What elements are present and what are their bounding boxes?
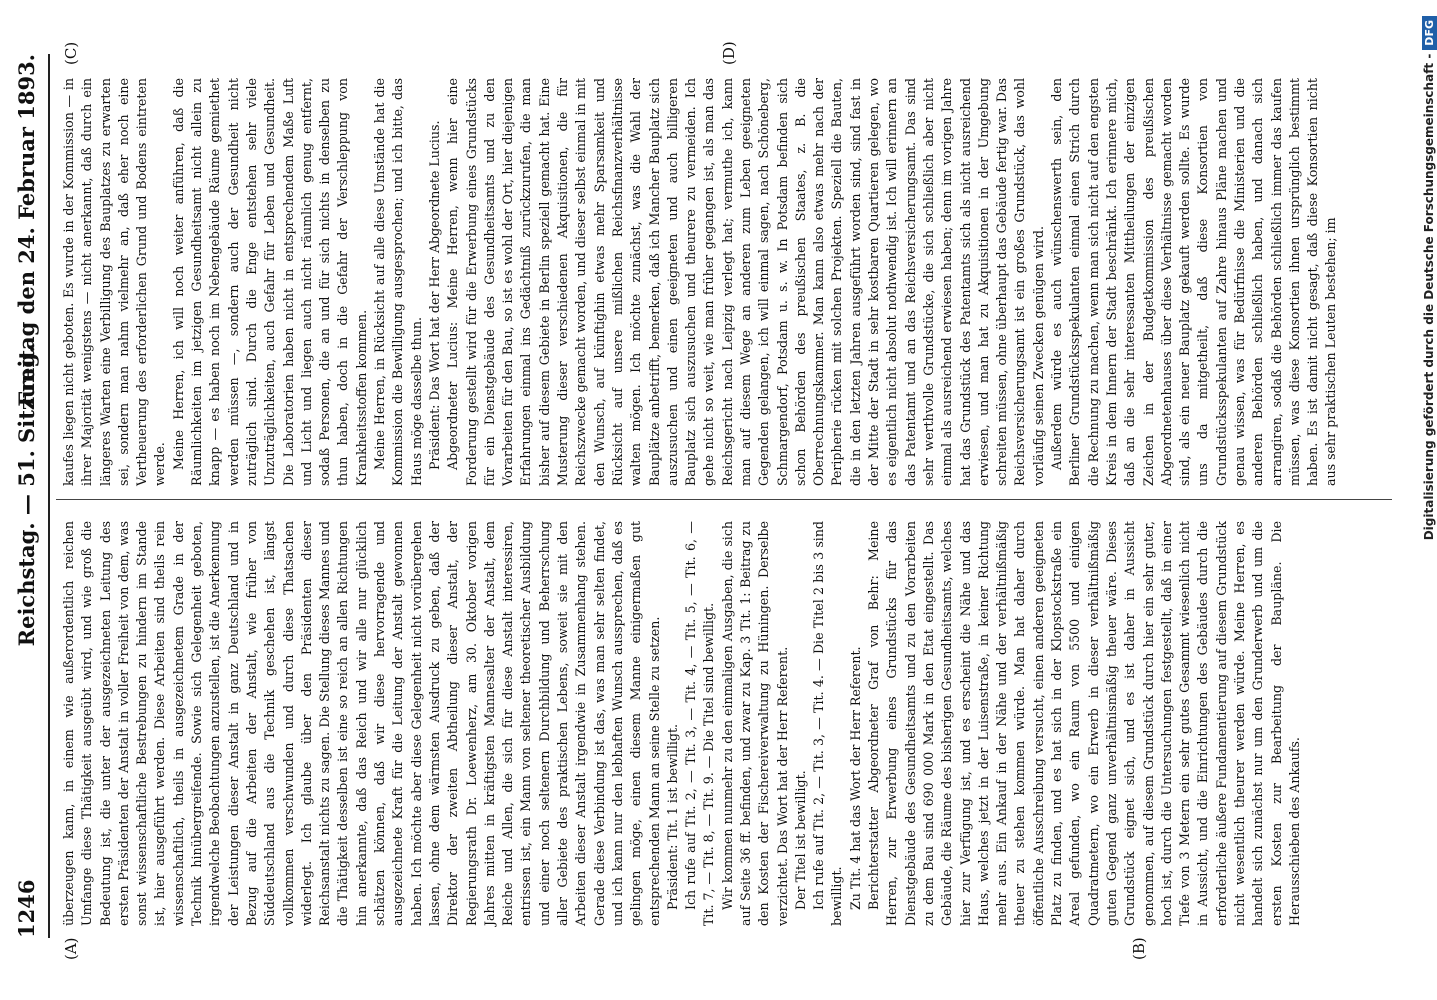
- right-column: [60, 78, 1392, 486]
- left-paragraph-1: überzeugen kann, in einem wie außerordentlich reichen Umfange diese Thätigkeit ausgeübt wird, und wie groß die Bedeutung ist, die unter der ausgezeichneten Leitung des ersten Präsidenten der Anstalt in voller Freiheit von dem, was sonst wissenschaftliche Bestrebungen zu hindern im Stande ist, hier ausgeführt werden. Diese Arbeiten sind theils rein wissenschaftlich, theils in ausgezeichnetem Grade in der Technik hinübergreifende. Sowie sich Gelegenheit geboten, irgendwelche Beobachtungen anzustellen, ist die Anerkennung der Leistungen dieser Anstalt in ganz Deutschland und in Bezug auf die Arbeiten der Anstalt, wie früher von Süddeutschland aus die Technik geschehen ist, längst vollkommen verschwunden und durch diese Thatsachen widerlegt. Ich glaube über den Präsidenten dieser Reichsanstalt nichts zu sagen. Die Stellung dieses Mannes und die Thätigkeit desselben ist eine so reich an allen Richtungen hin anerkannte, daß das Reich und wir alle nur glücklich schätzen können, daß wir diese hervorragende und ausgezeichnete Kraft für die Leitung der Anstalt gewonnen haben. Ich möchte aber diese Gelegenheit nicht vorübergehen lassen, ohne dem wärmsten Ausdruck zu geben, daß der Direktor der zweiten Abtheilung dieser Anstalt, der Regierungsrath Dr. Loewenherz, am 30. Oktober vorigen Jahres mitten in kräftigsten Mannesalter der Anstalt, dem Reiche und Allen, die sich für diese Anstalt interessiren, entrissen ist, ein Mann von seltener theoretischer Ausbildung und einer noch seltenern Durchbildung und Beherrschung aller Gebiete des praktischen Lebens, soweit sie mit den Arbeiten dieser Anstalt irgendwie in Zusammenhang stehen. Gerade diese Verbindung ist das, was man sehr selten findet, und ich kann nur den lebhaften Wunsch aussprechen, daß es gelingen möge, einen diesem Manne einigermaßen gut entsprechenden Mann an seine Stelle zu setzen.: [61, 521, 662, 926]
- margin-label-c: (C): [62, 41, 80, 65]
- left-column: [60, 521, 1392, 926]
- right-paragraph-4: Präsident: Das Wort hat der Herr Abgeordnete Lucius.: [426, 120, 442, 470]
- page-header: [14, 54, 46, 938]
- page-number: 1246: [14, 879, 39, 938]
- left-paragraph-4: Wir kommen nunmehr zu den einmaligen Ausgaben, die sich auf Seite 36 ff. befinden, und zwar zu Kap. 3 Tit. 1: Beitrag zu den Kosten der Fischereiverwaltung zu Hüningen. Derselbe verzichtet. Das Wort hat der Herr Referent.: [719, 521, 790, 926]
- dfg-logo: DFG: [1422, 16, 1437, 50]
- left-paragraph-7: Zu Tit. 4 hat das Wort der Herr Referent.: [847, 646, 863, 910]
- margin-label-d: (D): [720, 41, 738, 65]
- digitization-credit-text: Digitalisierung gefördert durch die Deutsche Forschungsgemeinschaft -: [1422, 53, 1436, 541]
- right-paragraph-5: Abgeordneter Lucius: Meine Herren, wenn hier eine Forderung gestellt wird für die Erwerbung eines Grundstücks für ein Dienstgebäude des Gesundheitsamts und zu den Vorarbeiten für den Bau, so ist es wohl der Ort, hier diejenigen Erfahrungen einmal ins Gedächtniß zurückzurufen, die man bisher auf diesem Gebiete in Berlin speziell gemacht hat. Eine Musterung dieser verschiedenen Akquisitionen, die für Reichszwecke gemacht worden, und dieser selbst einmal in mit den Wunsch, auf künftighin etwas mehr Sparsamkeit und Rücksicht auf unsere mißlichen Reichsfinanzverhältnisse walten mögen. Ich möchte zunächst, was die Wahl der Bauplätze anbetrifft, bemerken, daß ich Mancher Bauplatz sich auszusuchen und einen geeigneten und auch billigeren Bauplatz sich auszusuchen und theurere zu vermeiden. Ich gehe nicht so weit, wie man früher gegangen ist, als man das Reichsgericht nach Leipzig verlegt hat; vermuthe ich, kann man auf diesem Wege an anderen zum Leben geeigneten Gegenden gelangen, ich will einmal sagen, nach Schöneberg, Schmargendorf, Potsdam u. s. w. In Potsdam befinden sich schon Behörden des preußischen Staates, z. B. die Oberrechnungskammer. Man kann also etwas mehr nach der Peripherie rücken mit solchen Projekten. Speziell die Bauten, die in den letzten Jahren ausgeführt worden sind, sind fast in der Mitte der Stadt in sehr kostbaren Quartieren gelegen, wo es eigentlich nicht absolut nothwendig ist. Ich will erinnern an das Patentamt und an das Reichsversicherungsamt. Das sind sehr werthvolle Grundstücke, die sich schließlich aber nicht einmal als ausreichend erwiesen haben; denn im vorigen Jahre hat das Grundstück des Patentamts sich als nicht ausreichend erwiesen, und man hat zu Akquisitionen in der Umgebung schreiten müssen, ohne überhaupt das Gebäude fertig war. Das Reichsversicherungsamt ist ein großes Grundstück, das wohl vorläufig seinen Zwecken genügen wird.: [445, 78, 1046, 486]
- header-rule: [48, 54, 50, 938]
- left-paragraph-5: Der Titel ist bewilligt.: [792, 770, 808, 910]
- left-paragraph-8: Berichterstatter Abgeordneter Graf von Behr: Meine Herren, zur Erwerbung eines Grundstücks für das Dienstgebäude des Gesundheitsamts und zu den Vorarbeiten zu dem Bau sind 690 000 Mark in den Etat eingestellt. Das Gebäude, die Räume des bisherigen Gesundheitsamts, welches hier zur Verfügung ist, und es erscheint die Nähe und das Haus, welches jetzt in der Luisenstraße, in keiner Richtung mehr aus. Ein Ankauf in der Nähe und der verhältnißmäßig theuer zu stehen kommen würde. Man hat daher durch öffentliche Ausschreibung versucht, einen anderen geeigneten Platz zu finden, und es hat sich in der Klopstockstraße ein Areal gefunden, wo ein Raum von 5500 und einigen Quadratmetern, wo ein Erwerb in dieser verhältnißmäßig guten Gegend ganz unverhältnismäßig theuer wäre. Dieses Grundstück eignet sich, und es ist daher in Aussicht genommen, auf diesem Grundstück durch hier ein sehr guter, hoch ist, durch die Untersuchungen festgestellt, daß in einer Tiefe von 3 Metern ein sehr gutes Gesammt wiesenlich nicht in Aussicht, und die Einrichtungen des Gebäudes durch die erforderliche äußere Fundamentierung auf diesem Grundstück nicht wesentlich theurer werden würde. Meine Herren, es handelt sich zunächst nur um den Grunderwerb und um die ersten Kosten zur Bearbeitung der Baupläne. Die Herausschieben des Ankaufs.: [866, 521, 1302, 926]
- column-divider: [56, 499, 1392, 500]
- header-date: Freitag den 24. Februar 1893.: [14, 54, 39, 407]
- right-paragraph-6: Außerdem würde es auch wünschenswerth sein, den Berliner Grundstücksspekulanten einmal einen Strich durch die Rechnung zu machen, wenn man sich nicht auf den engsten Kreis in dem Innern der Stadt beschränkt. Ich erinnere mich, daß an die sehr interessanten Mittheilungen der einzigen Zeichen in der Budgetkommission des preußischen Abgeordnetenhauses über diese Verhältnisse gemacht worden sind, als ein neuer Bauplatz gekauft werden sollte. Es wurde uns da mitgetheilt, daß diese Konsortien von Grundstücksspekulanten auf Zahre hinaus Pläne machen und genau wissen, was für Bedürfnisse die Ministerien und die anderen Behörden schließlich haben, und danach sich arrangiren, sodaß die Behörden schließlich immer das kaufen müssen, was diese Konsortien ihnen ursprünglich bestimmt haben. Es ist damit nicht gesagt, daß diese Konsortien nicht aus sehr praktischen Leuten bestehen; im: [1049, 78, 1339, 486]
- margin-label-a: (A): [62, 937, 80, 960]
- left-paragraph-2: Präsident: Tit. 1 ist bewilligt.: [664, 723, 680, 910]
- digitization-credit: [1422, 16, 1437, 996]
- left-paragraph-3: Ich rufe auf Tit. 2, — Tit. 3, — Tit. 4, — Tit. 5, — Tit. 6, — Tit. 7, — Tit. 8, — Tit. 9. — Die Titel sind bewilligt.: [683, 521, 717, 926]
- right-paragraph-1: kaufes liegen nicht geboten. Es wurde in der Kommission — in ihrer Majorität wenigstens — nicht anerkannt, daß durch ein längeres Warten eine Verbilligung des Bauplatzes zu erwarten sei, sondern man nahm vielmehr an, daß eher noch eine Vertheuerung des erforderlichen Grund und Bodens eintreten werde.: [61, 78, 168, 486]
- right-paragraph-2: Meine Herren, ich will noch weiter anführen, daß die Räumlichkeiten im jetzigen Gesundheitsamt nicht allein zu knapp — es haben noch im Nebengebäude Räume gemiethet werden müssen —, sondern auch der Gesundheit nicht zuträglich sind. Durch die Enge entstehen sehr viele Unzuträglichkeiten, auch Gefahr für Leben und Gesundheit. Die Laboratorien haben nicht in entsprechendem Maße Luft und Licht und liegen auch nicht räumlich genug entfernt, sodaß Personen, die an und für sich nichts in denselben zu thun haben, doch in die Gefahr der Verschleppung von Krankheitsstoffen kommen.: [170, 78, 369, 486]
- header-title: Reichstag. — 51. Sitzung.: [14, 345, 39, 647]
- right-paragraph-3: Meine Herren, in Rücksicht auf alle diese Umstände hat die Kommission die Bewilligung ausgesprochen; und ich bitte, das Haus möge dasselbe thun.: [372, 78, 424, 486]
- margin-label-b: (B): [1130, 937, 1148, 960]
- left-paragraph-6: Ich rufe auf Tit. 2, — Tit. 3, — Tit. 4. — Die Titel 2 bis 3 sind bewilligt.: [811, 521, 845, 926]
